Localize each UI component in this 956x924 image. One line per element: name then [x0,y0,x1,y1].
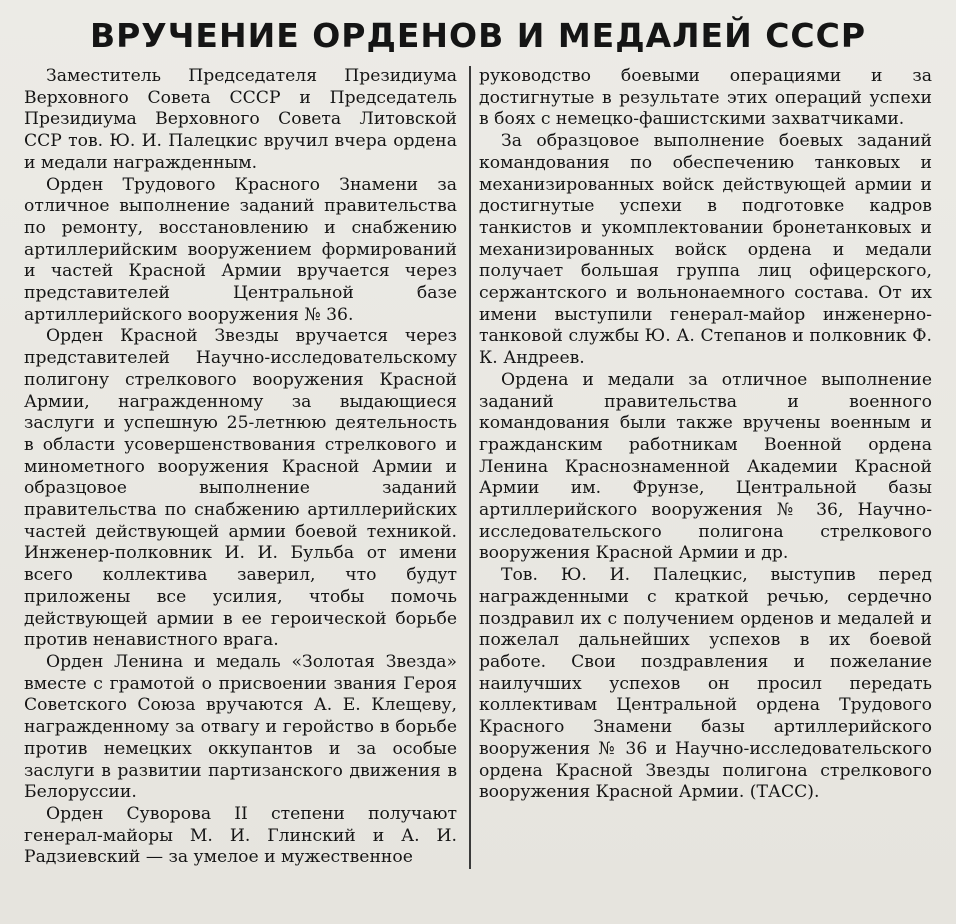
paragraph: За образцовое выполнение боевых заданий командования по обеспечению танковых и механизированных войск действующей армии и достигнутые успехи в подготовке кадров танкистов и укомплектовании бронетанковых и механизированных войск ордена и медали получает большая группа лиц офицерского, сержантского и вольнонаемного состава. От их имени выступили генерал-майор инженерно-танковой службы Ю. А. Степанов и полковник Ф. К. Андреев. [479,131,932,369]
left-column [24,66,469,869]
paragraph: Тов. Ю. И. Палецкис, выступив перед награжденными с краткой речью, сердечно поздравил их с получением орденов и медалей и пожелал дальнейших успехов в их боевой работе. Свои поздравления и пожелание наилучших успехов он просил передать коллективам Центральной ордена Трудового Красного Знамени базы артиллерийского вооружения № 36 и Научно-исследовательского ордена Красной Звезды полигона стрелкового вооружения Красной Армии. (ТАСС). [479,565,932,803]
paragraph: Орден Ленина и медаль «Золотая Звезда» вместе с грамотой о присвоении звания Героя Советского Союза вручаются А. Е. Клещеву, награжденному за отвагу и геройство в борьбе против немецких оккупантов и за особые заслуги в развитии партизанского движения в Белоруссии. [24,651,457,803]
article-headline: ВРУЧЕНИЕ ОРДЕНОВ И МЕДАЛЕЙ СССР [89,16,867,55]
paragraph: Заместитель Председателя Президиума Верховного Совета СССР и Председатель Президиума Верховного Совета Литовской ССР тов. Ю. И. Палецкис вручил вчера ордена и медали награжденным. [24,66,457,173]
article-body [24,66,932,869]
paragraph: Орден Красной Звезды вручается через представителей Научно-исследовательскому полигону стрелкового вооружения Красной Армии, награжденному за выдающиеся заслуги и успешную 25-летнюю деятельность в области усовершенствования стрелкового и минометного вооружения Красной Армии и образцовое выполнение заданий правительства по снабжению артиллерийских частей действующей армии боевой техникой. Инженер-полковник И. И. Бульба от имени всего коллектива заверил, что будут приложены все усилия, чтобы помочь действующей армии в ее героической борьбе против ненавистного врага. [24,326,457,651]
paragraph: Орден Суворова II степени получают генерал-майоры М. И. Глинский и А. И. Радзиевский — за умелое и мужественное [24,803,457,868]
paragraph: Ордена и медали за отличное выполнение заданий правительства и военного командования были также вручены военным и гражданским работникам Военной ордена Ленина Краснознаменной Академии Красной Армии им. Фрунзе, Центральной базы артиллерийского вооружения № 36, Научно-исследовательского полигона стрелкового вооружения Красной Армии и др. [479,369,932,564]
right-column [469,66,932,869]
paragraph: Орден Трудового Красного Знамени за отличное выполнение заданий правительства по ремонту, восстановлению и снабжению артиллерийским вооружением формирований и частей Красной Армии вручается через представителей Центральной базе артиллерийского вооружения № 36. [24,174,457,325]
paragraph-continued: руководство боевыми операциями и за достигнутые в результате этих операций успехи в боях с немецко-фашистскими захватчиками. [479,66,932,130]
